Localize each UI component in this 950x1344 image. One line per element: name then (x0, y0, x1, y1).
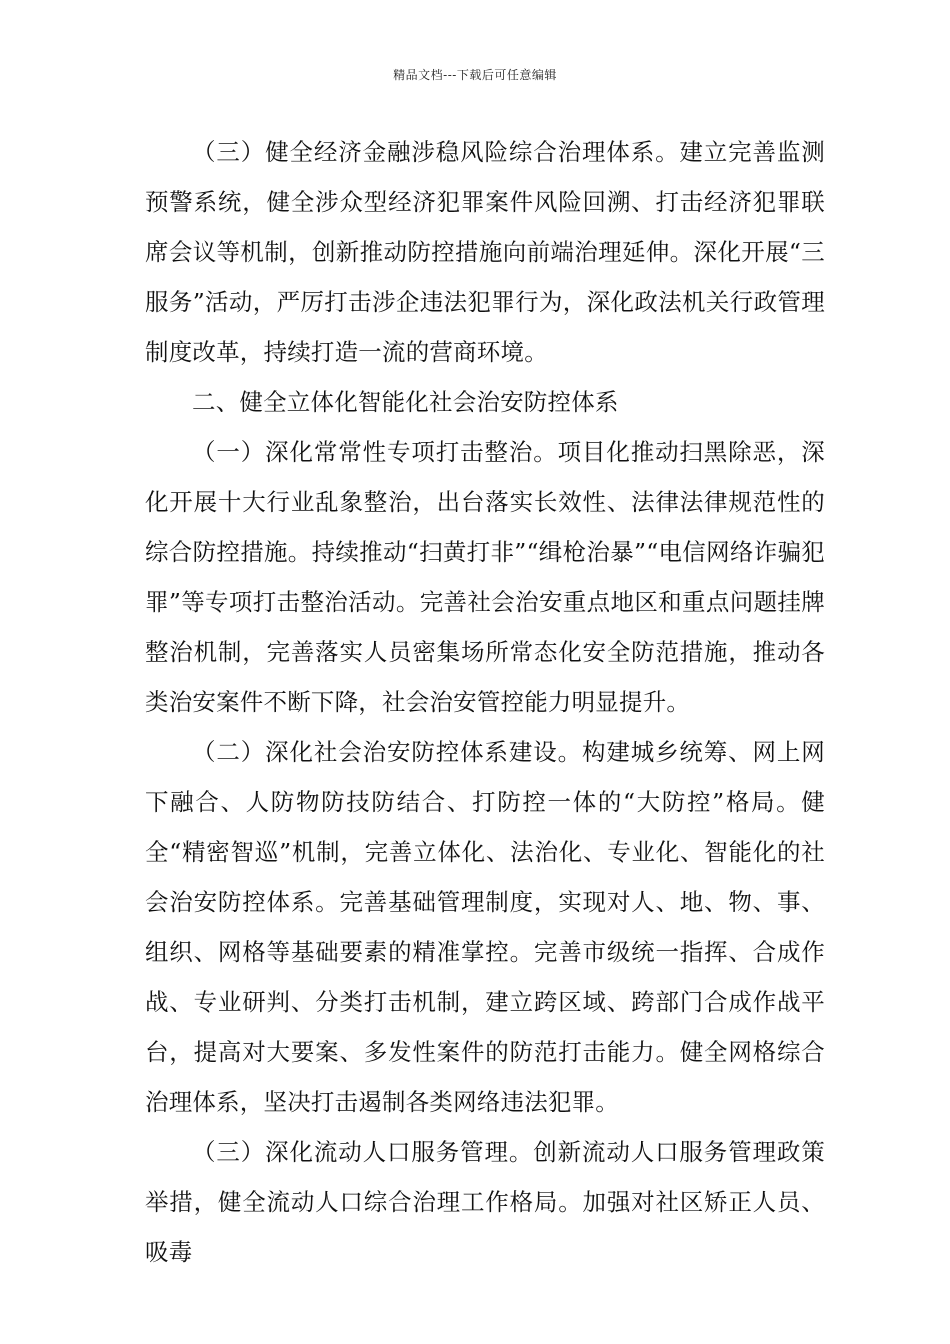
paragraph-special-crackdown: （一）深化常常性专项打击整治。项目化推动扫黑除恶，深化开展十大行业乱象整治，出台落实长效性、法律法律规范性的综合防控措施。持续推动“扫黄打非”“缉枪治暴”“电信网络诈骗犯罪”等专项打击整治活动。完善社会治安重点地区和重点问题挂牌整治机制，完善落实人员密集场所常态化安全防范措施，推动各类治安案件不断下降，社会治安管控能力明显提升。 (145, 438, 825, 716)
page-header: 精品文档---下载后可任意编辑 (393, 68, 557, 82)
section-heading-public-security: 二、健全立体化智能化社会治安防控体系 (192, 388, 619, 416)
paragraph-economic-finance-risk: （三）健全经济金融涉稳风险综合治理体系。建立完善监测预警系统，健全涉众型经济犯罪案件风险回溯、打击经济犯罪联席会议等机制，创新推动防控措施向前端治理延伸。深化开展“三服务”活动，严厉打击涉企违法犯罪行为，深化政法机关行政管理制度改革，持续打造一流的营商环境。 (145, 138, 825, 366)
document-body (145, 127, 825, 1277)
paragraph-prevention-system: （二）深化社会治安防控体系建设。构建城乡统筹、网上网下融合、人防物防技防结合、打防控一体的“大防控”格局。健全“精密智巡”机制，完善立体化、法治化、专业化、智能化的社会治安防控体系。完善基础管理制度，实现对人、地、物、事、组织、网格等基础要素的精准掌控。完善市级统一指挥、合成作战、专业研判、分类打击机制，建立跨区域、跨部门合成作战平台，提高对大要案、多发性案件的防范打击能力。健全网格综合治理体系，坚决打击遏制各类网络违法犯罪。 (145, 738, 825, 1116)
paragraph-floating-population: （三）深化流动人口服务管理。创新流动人口服务管理政策举措，健全流动人口综合治理工作格局。加强对社区矫正人员、吸毒 (145, 1138, 825, 1266)
